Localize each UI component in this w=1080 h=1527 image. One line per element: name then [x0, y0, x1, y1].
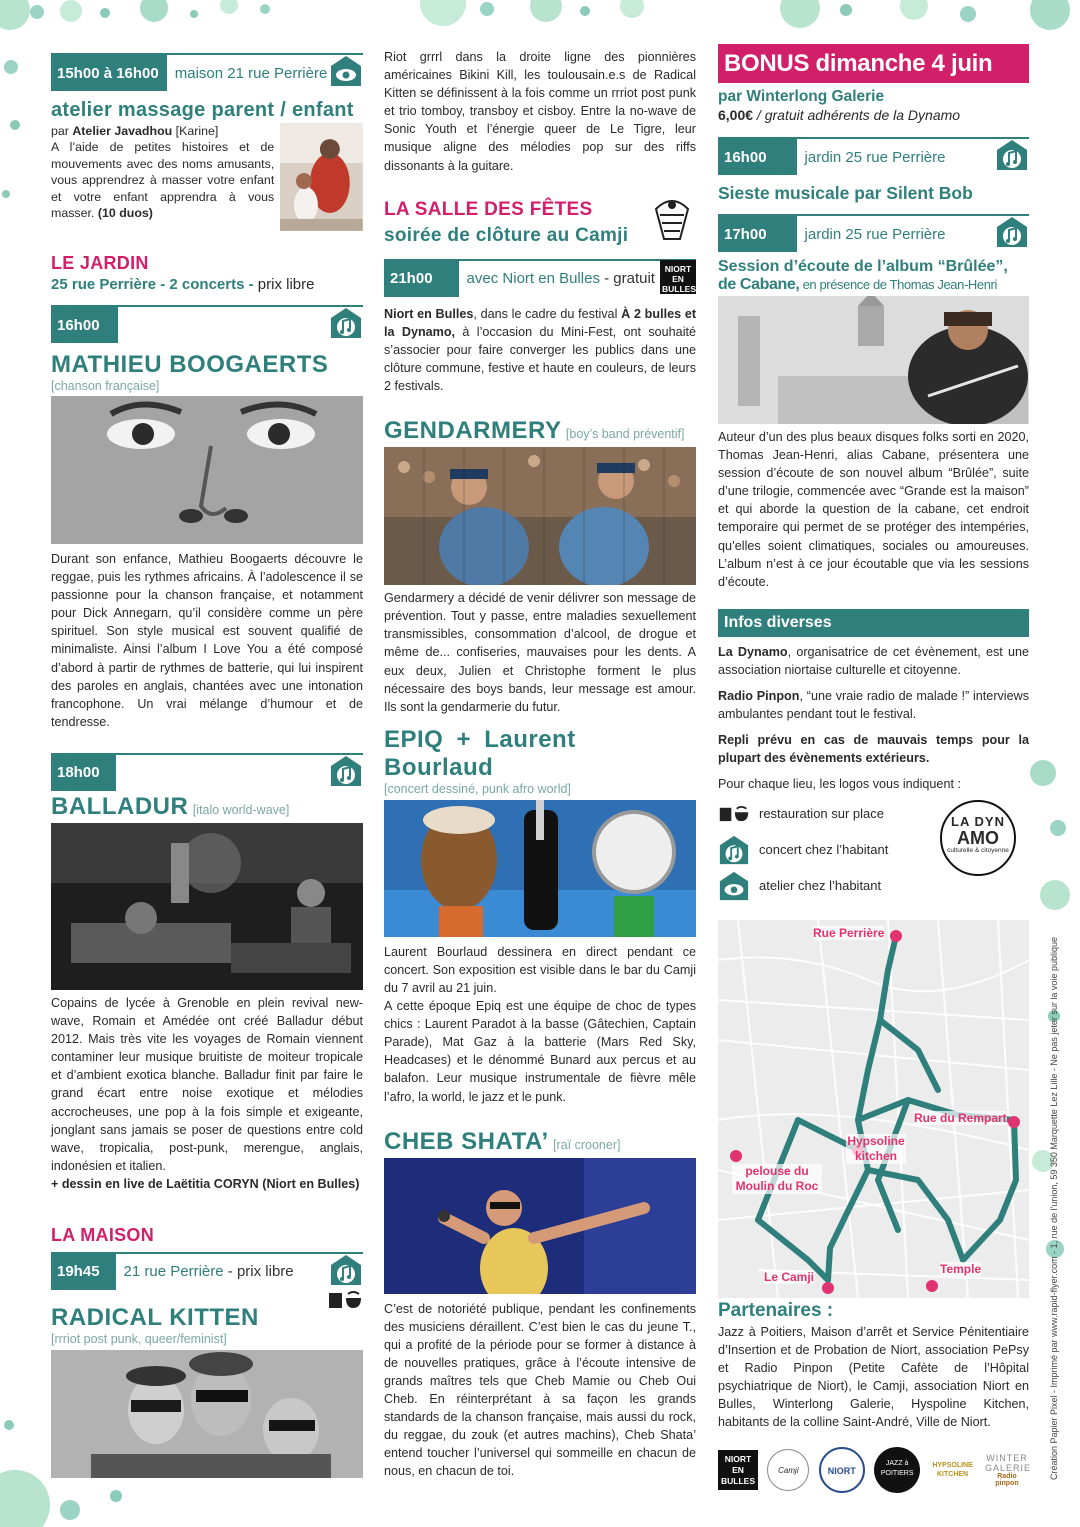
legend-food-label: restauration sur place	[759, 806, 885, 821]
map-streets	[718, 920, 1029, 1298]
balladur-extra: + dessin en live de Laëtitia CORYN (Niort en Bulles)	[51, 1176, 360, 1191]
atelier-description: A l’aide de petites histoires et de mouvements avec des noms amusants, vous apprendrez à masser votre enfant et votre enfant apprendra à vous masser.	[51, 140, 275, 221]
boogaerts-genre: [chanson française]	[51, 379, 160, 393]
food-icon	[327, 1290, 363, 1310]
salle-time: 21h00	[384, 261, 459, 297]
niort-bulles-logo: NIORT EN BULLES	[660, 260, 696, 294]
salle-price: - gratuit	[599, 270, 655, 288]
logo-niort: NIORT	[819, 1447, 865, 1493]
bonus-by: par Winterlong Galerie	[718, 88, 885, 105]
music-house-icon	[329, 1253, 363, 1287]
bonus-event-2-line2	[718, 276, 1029, 294]
cabane-photo	[718, 296, 1029, 424]
kitten-title: RADICAL KITTEN	[51, 1303, 259, 1331]
partner-logos	[718, 1443, 1029, 1497]
boogaerts-title: MATHIEU BOOGAERTS	[51, 351, 329, 378]
bonus-title: BONUS dimanche 4 juin	[724, 49, 993, 77]
map-label-rue-rempart: Rue du Rempart	[914, 1110, 1007, 1125]
logo-niort-en-bulles: NIORT EN BULLES	[718, 1450, 758, 1490]
eye-house-icon	[718, 870, 750, 902]
balladur-heading	[51, 793, 363, 821]
infos-title: Infos diverses	[724, 613, 832, 631]
boogaerts-time: 16h00	[51, 307, 118, 343]
boogaerts-text: Durant son enfance, Mathieu Boogaerts découvre le reggae, puis les rythmes africains. À l’adolescence il se passionne pour la chanson française, et notamment pour Dick Annegarn, qu’il considère comme un père spirituel. Son style musical est souvent qualifié de minimaliste. Ainsi l’album I Love You a été composé d’abord à partir de rythmes de batterie, qui lui inspirent des paroles en anglais, chantées avec une intonation francophone. Un vrai mélange d’humour et de tendresse.	[51, 552, 363, 729]
epiq-text1: Laurent Bourlaud dessinera en direct pendant ce concert. Son exposition est visible dans le bar du Camji du 7 avril au 21 juin.	[384, 944, 696, 995]
logo-winter: WINTER GALERIE	[984, 1453, 1031, 1474]
maison-time: 19h45	[51, 1254, 116, 1290]
kitten-photo	[51, 1350, 363, 1478]
column-left	[51, 44, 363, 1478]
bonus-timebar-1	[718, 137, 1029, 175]
atelier-timebar	[51, 53, 363, 91]
gendarmery-genre: [boy’s band préventif]	[565, 427, 685, 442]
jardin-title: LE JARDIN	[51, 253, 149, 273]
salle-text-bold1: Niort en Bulles	[384, 306, 474, 321]
map-label-pelouse: pelouse du Moulin du Roc	[732, 1164, 822, 1194]
map-label-temple: Temple	[940, 1261, 982, 1276]
cheb-genre: [raï crooner]	[553, 1137, 621, 1152]
column-middle	[384, 44, 696, 1481]
logo-winter-wrap	[985, 1453, 1029, 1487]
balladur-title: BALLADUR	[51, 792, 189, 820]
salle-subtitle: soirée de clôture au Camji	[384, 224, 629, 246]
cheb-text: C’est de notoriété publique, pendant les confinements des musiciens déraillent. C’est bien le cas du jeune T., qui a profité de la période pour se former à distance à de nouvelles pratiques, grâce à l’écoute intensive de grands maîtres tels que Cheb Mamie ou Cheb Oui Cheb. En réinterprétant à sa façon les grands standards de la chanson française, mais aussi du rock, du reggae, du zouk (et autres machins), Cheb Shata’ entend toucher l’universel qui sommeille en chacun de nous, en chacun de toi.	[384, 1301, 696, 1479]
atelier-by-suffix: [Karine]	[172, 124, 219, 138]
salle-text	[384, 305, 696, 395]
epiq-title: EPIQ + Laurent Bourlaud	[384, 725, 576, 781]
map-label-rue-perriere: Rue Perrière	[813, 925, 885, 940]
bonus-price-rest: / gratuit adhérents de la Dynamo	[753, 107, 961, 123]
music-house-icon	[329, 306, 363, 340]
logo-radio-pinpon: Radio pinpon	[995, 1473, 1019, 1488]
boogaerts-photo	[51, 396, 363, 544]
salle-text1: , dans le cadre du festival	[473, 306, 622, 321]
cheb-photo	[384, 1158, 696, 1294]
maison-timebar	[51, 1252, 363, 1290]
maison-place: 21 rue Perrière	[123, 1263, 224, 1281]
infos-p2-text: , “une vraie radio de malade !” interviews ambulantes pendant tout le festival.	[718, 689, 1029, 722]
side-credit: Création Papier Pixel - Imprimé par www.rapid-flyer.com - 1, rue de l'union, 59 350 Marquette Lez Lille - Ne pas jeter sur la voie publique	[1049, 937, 1059, 1480]
logo-line3: culturelle & citoyenne	[947, 846, 1009, 854]
atelier-text-block	[51, 123, 274, 231]
salle-text2: à l’occasion du Mini-Fest, ont souhaité s’associer pour faire converger les publics dans une clôture commune, festive et haute en couleurs, de leurs 2 festivals.	[384, 324, 696, 394]
cheb-title: CHEB SHATA’	[384, 1127, 549, 1155]
balladur-timebar	[51, 753, 363, 791]
legend-atelier-label: atelier chez l’habitant	[759, 878, 882, 893]
logo-line1: LA DYN	[951, 813, 1005, 829]
infos-p3: Repli prévu en cas de mauvais temps pour la plupart des évènements extérieurs.	[718, 733, 1029, 766]
bonus-place-1: jardin 25 rue Perrière	[804, 148, 946, 166]
atelier-place: maison 21 rue Perrière	[174, 64, 328, 82]
infos-p1	[718, 643, 1029, 679]
legend	[718, 802, 1029, 920]
gendarmery-text: Gendarmery a décidé de venir délivrer son message de prévention. Tout y passe, entre maladies sexuellement transmissibles, consommation d’alcool, de drogue et même de... confiseries, mauvaises pour les dents. A eux deux, Julien et Christophe forment le plus nécessaire des boys bands, leur message est amour. Ils sont la gendarmerie du futur.	[384, 591, 696, 714]
music-house-icon	[329, 754, 363, 788]
music-house-icon	[718, 834, 750, 866]
jardin-subtitle-bold: 25 rue Perrière - 2 concerts -	[51, 276, 254, 293]
bonus-title-box	[718, 44, 1029, 83]
legend-concert-label: concert chez l’habitant	[759, 842, 889, 857]
infos-p4: Pour chaque lieu, les logos vous indiquent :	[718, 777, 961, 792]
salle-title: LA SALLE DES FÊTES	[384, 198, 593, 220]
logo-camji: Camji	[767, 1449, 809, 1491]
atelier-by-name: Atelier Javadhou	[72, 124, 173, 138]
infos-title-box	[718, 609, 1029, 637]
kitten-text: Riot grrrl dans la droite ligne des pionnières américaines Bikini Kill, les toulousain.e.s de Radical Kitten se définissent à la fois comme un rrriot post punk et trio tomboy, transboy et cisboy. Entre la no-wave de Sonic Youth et l’énergie queer de Le Tigre, leur musique aligne des mélodies pop sur des riffs dissonants à la guitare.	[384, 50, 696, 173]
infos-p1-bold: La Dynamo	[718, 644, 788, 659]
gendarmery-title: GENDARMERY	[384, 417, 562, 445]
salle-text-bold2: À 2 bulles et la Dynamo,	[384, 306, 697, 339]
partenaires-text: Jazz à Poitiers, Maison d’arrêt et Service Pénitentiaire d’Insertion et de Probation de Niort, association PePsy et Radio Pinpon (Petite Cafète de l’Hôpital psychiatrique de Niort), le Camji, association Niort en Bulles, Winterlong Galerie, Hyspoline Kitchen, habitants de la colline Saint-André, Ville de Niort.	[718, 1324, 1029, 1429]
atelier-photo	[280, 123, 363, 231]
cabane-text: Auteur d’un des plus beaux disques folks sorti en 2020, Thomas Jean-Henri, alias Cabane, présentera une session d’écoute de son nouvel album “Brûlée”, suite d’une trilogie, commencée avec “Grande est la maison” et qui aborde la question de la cabane, cet endroit temporaire qui permet de se protéger des intempéries, qu’elles soient climatiques, sociales ou amoureuses. L’album n’est à ce jour écoutable que via les sessions d’écoute.	[718, 430, 1029, 589]
atelier-time: 15h00 à 16h00	[51, 55, 167, 91]
camji-logo-icon	[650, 195, 694, 247]
map-label-camji: Le Camji	[764, 1269, 815, 1284]
atelier-by-prefix: par	[51, 124, 73, 138]
balladur-time: 18h00	[51, 755, 116, 791]
epiq-text2: A cette époque Epiq est une équipe de choc de types chics : Laurent Paradot à la basse (Gâtechien, Captain Parade), Mat Gaz à la batterie (Mars Red Sky, Headcases) et le dénommé Bunard aux percus et au balafon. Leur musique instrumentale de fièvre mêle l’afro, la world, le jazz et le punk.	[384, 999, 696, 1104]
column-right	[718, 44, 1029, 1497]
maison-title: LA MAISON	[51, 1224, 155, 1245]
infos-p2-bold: Radio Pinpon	[718, 689, 800, 704]
logo-line2: AMO	[957, 827, 999, 848]
gendarmery-heading	[384, 417, 696, 445]
la-dynamo-logo	[940, 800, 1016, 876]
gendarmery-photo	[384, 447, 696, 585]
salle-heading	[384, 199, 696, 247]
maison-place-wrap	[116, 1263, 294, 1280]
epiq-photo	[384, 800, 696, 937]
bonus-time-2: 17h00	[718, 216, 797, 252]
kitten-genre: [rrriot post punk, queer/feminist]	[51, 1331, 227, 1346]
balladur-genre: [italo world-wave]	[192, 802, 290, 817]
music-house-icon	[995, 215, 1029, 249]
eye-house-icon	[329, 54, 363, 88]
bonus-price	[718, 107, 1029, 123]
atelier-duos: (10 duos)	[97, 206, 153, 221]
cheb-heading	[384, 1128, 696, 1156]
map-label-hypsoline: Hypsoline kitchen	[847, 1133, 905, 1163]
salle-place: avec Niort en Bulles	[466, 270, 600, 288]
jardin-subtitle	[51, 276, 363, 293]
bonus-event-1: Sieste musicale par Silent Bob	[718, 183, 973, 203]
salle-timebar	[384, 259, 696, 297]
logo-jazz-poitiers: JAZZ à POITIERS	[874, 1447, 920, 1493]
maison-price: - prix libre	[223, 1263, 294, 1281]
atelier-title: atelier massage parent / enfant	[51, 99, 354, 121]
bonus-event-2-rest: en présence de Thomas Jean-Henri	[799, 277, 997, 292]
bonus-place-2: jardin 25 rue Perrière	[804, 225, 946, 243]
food-icon	[718, 804, 750, 824]
salle-place-wrap	[459, 270, 655, 287]
map	[718, 920, 1029, 1298]
balladur-text: Copains de lycée à Grenoble en plein revival new-wave, Romain et Amédée ont créé Balladur début 2012. Mais très vite les voyages de Romain viennent contaminer leur musique bruitiste de moiteur tropicale et d’ambient exotica blanche. Balladur finit par faire le grand écart entre noise exotique et mélodies accrocheuses, une pop à la fois simple et exigeante, jonglant sans jamais se poser de questions entre cold wave, tropicalia, post-punk, merengue, anglais, indonésien et italien.	[51, 995, 363, 1173]
bonus-time-1: 16h00	[718, 139, 797, 175]
music-house-icon	[995, 138, 1029, 172]
bonus-event-2-bold: de Cabane,	[718, 276, 800, 293]
partenaires-title: Partenaires :	[718, 1299, 834, 1321]
balladur-photo	[51, 823, 363, 990]
bonus-timebar-2	[718, 214, 1029, 252]
epiq-genre: [concert dessiné, punk afro world]	[384, 781, 571, 796]
boogaerts-timebar	[51, 305, 363, 343]
infos-p1-text: , organisatrice de cet évènement, est une association niortaise culturelle et citoyenne.	[718, 644, 1029, 677]
jardin-subtitle-rest: prix libre	[253, 276, 315, 293]
infos-p2	[718, 687, 1029, 723]
logo-hypsoline: HYPSOLINE KITCHEN	[932, 1462, 973, 1479]
bonus-price-bold: 6,00€	[718, 107, 754, 123]
bonus-event-2-line1: Session d’écoute de l’album “Brûlée”,	[718, 258, 1008, 275]
